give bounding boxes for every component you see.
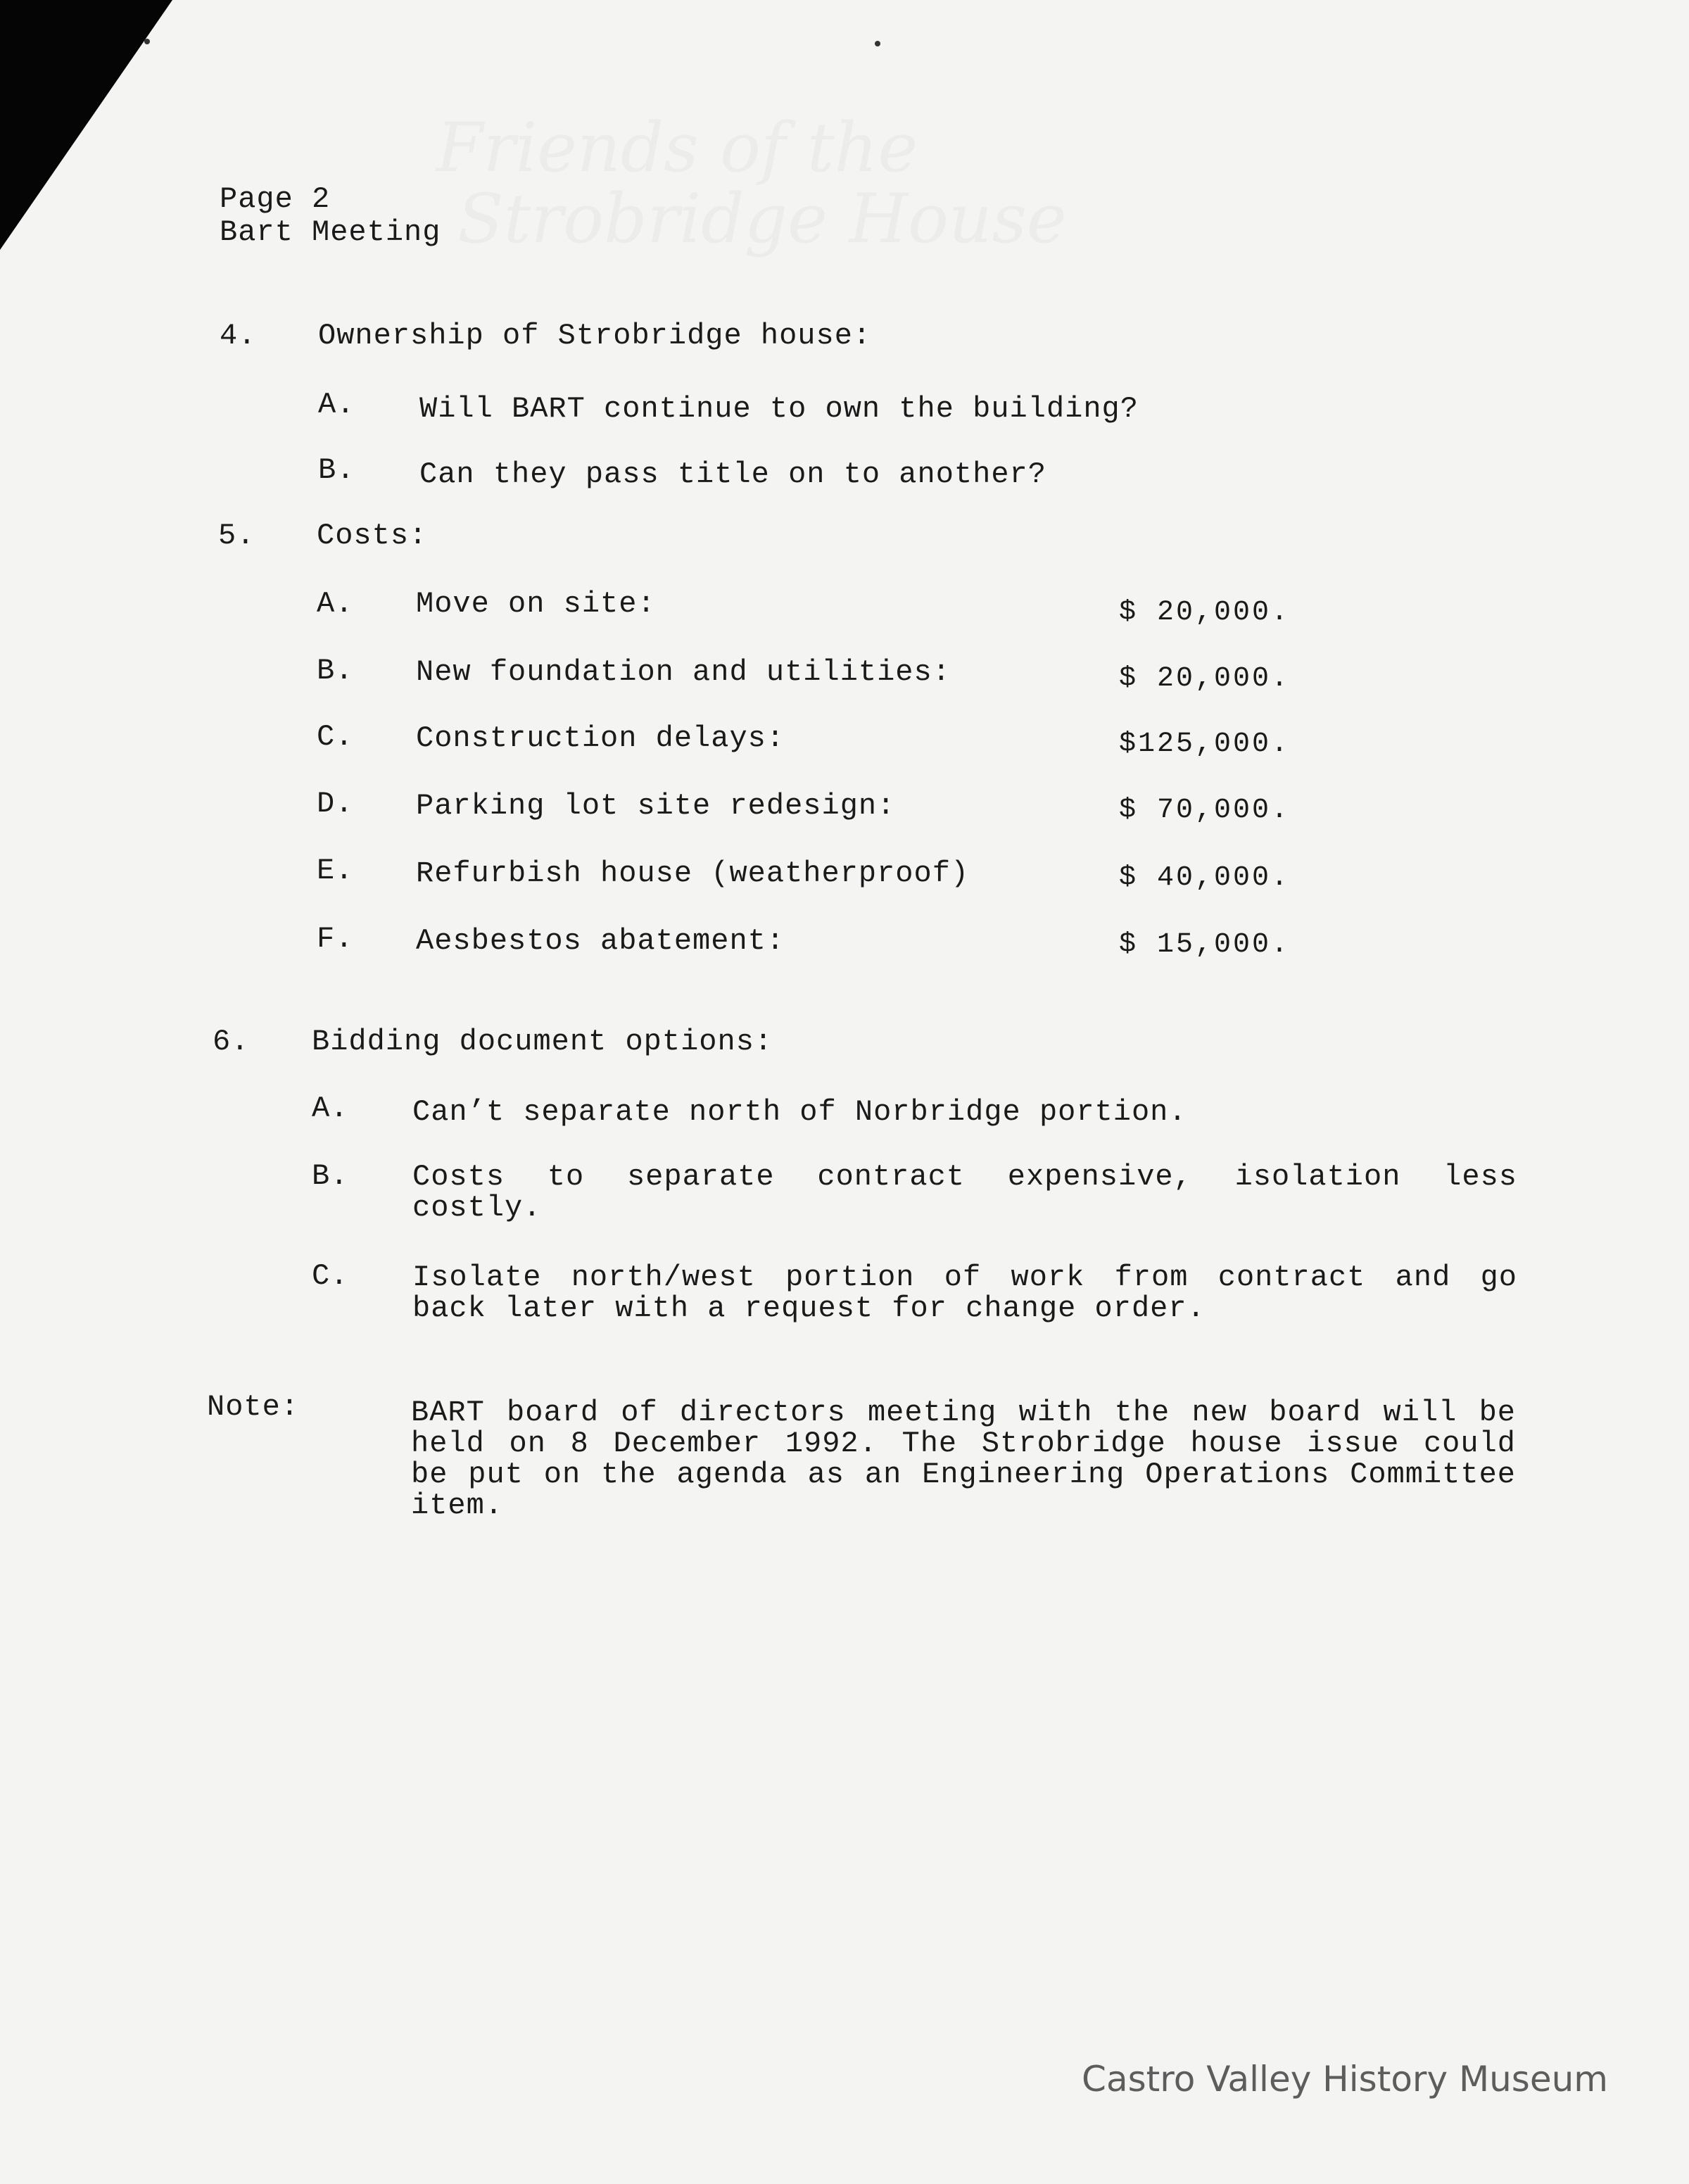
cost-label: Aesbestos abatement: — [416, 924, 785, 958]
cost-label: Refurbish house (weatherproof) — [416, 857, 970, 890]
section-number: 6. — [213, 1025, 250, 1059]
cost-label: Construction delays: — [416, 721, 785, 755]
letterhead-show-through — [436, 108, 1067, 258]
cost-letter: F. — [317, 922, 354, 956]
cost-amount: $ 40,000. — [1119, 862, 1291, 894]
item-letter: A. — [312, 1092, 349, 1125]
ink-speck — [875, 41, 880, 46]
page-title: Bart Meeting — [220, 215, 441, 249]
section-title: Bidding document options: — [312, 1025, 773, 1059]
ink-speck — [144, 39, 150, 44]
item-letter: B. — [312, 1159, 349, 1193]
item-letter: B. — [318, 453, 355, 487]
page-number: Page 2 — [220, 182, 331, 216]
cost-letter: E. — [317, 854, 354, 888]
section-number: 4. — [220, 319, 257, 353]
cost-amount: $ 20,000. — [1119, 663, 1291, 695]
cost-letter: C. — [317, 720, 354, 754]
letterhead-line-1: Friends of the — [436, 108, 918, 187]
item-text: Isolate north/west portion of work from contract and go back later with a request for change order. — [412, 1261, 1517, 1325]
cost-amount: $ 70,000. — [1119, 795, 1291, 826]
section-number: 5. — [218, 519, 255, 553]
item-text: Will BART continue to own the building? — [419, 392, 1139, 426]
cost-letter: D. — [317, 787, 354, 821]
letterhead-line-2: Strobridge House — [457, 179, 1067, 258]
item-letter: A. — [318, 388, 355, 422]
item-text: Can’t separate north of Norbridge portion. — [412, 1095, 1187, 1129]
item-letter: C. — [312, 1259, 349, 1293]
cost-amount: $ 15,000. — [1119, 929, 1291, 961]
cost-amount: $125,000. — [1119, 728, 1291, 760]
note-text: BART board of directors meeting with the new board will be held on 8 December 1992. The Strobridge house issue could be put on the agenda as an Engineering Operations Committee item. — [411, 1396, 1516, 1522]
section-title: Ownership of Strobridge house: — [318, 319, 872, 353]
section-title: Costs: — [317, 519, 428, 553]
cost-letter: A. — [317, 587, 354, 621]
cost-letter: B. — [317, 654, 354, 688]
cost-label: Move on site: — [416, 587, 656, 621]
item-text: Costs to separate contract expensive, isolation less costly. — [412, 1160, 1517, 1225]
item-text: Can they pass title on to another? — [419, 457, 1046, 491]
folded-corner-shadow — [0, 0, 183, 253]
cost-label: Parking lot site redesign: — [416, 789, 896, 823]
cost-label: New foundation and utilities: — [416, 655, 951, 689]
museum-watermark: Castro Valley History Museum — [1082, 2059, 1608, 2100]
cost-amount: $ 20,000. — [1119, 597, 1291, 629]
note-label: Note: — [207, 1390, 300, 1424]
